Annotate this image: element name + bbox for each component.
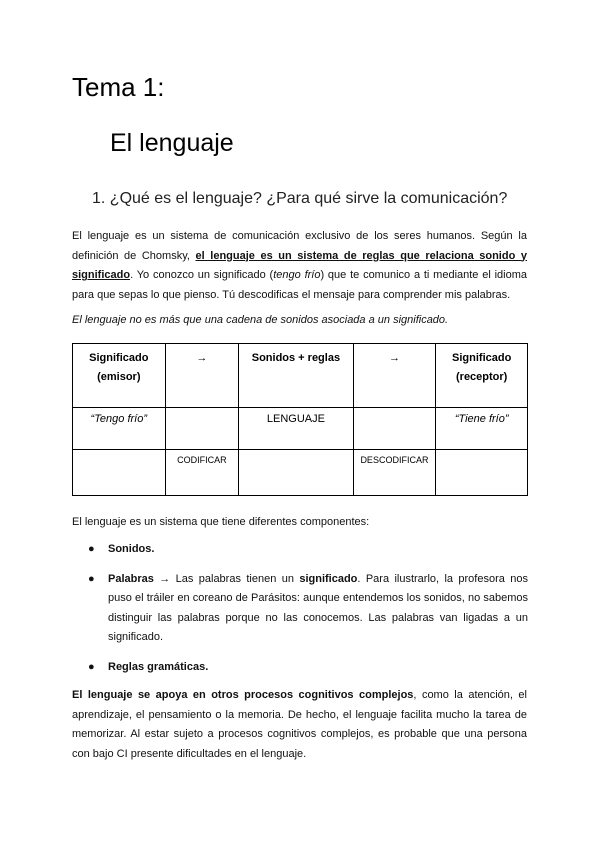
page-title: Tema 1: <box>72 72 165 102</box>
document-subtitle: El lenguaje <box>110 129 234 157</box>
section-heading: 1. ¿Qué es el lenguaje? ¿Para qué sirve la comunicación? <box>92 190 508 207</box>
table-cell: Sonidos + reglas <box>239 344 353 408</box>
table-cell: “Tengo frío” <box>73 408 166 450</box>
cognitive-paragraph <box>72 686 527 764</box>
bullet-icon: ● <box>88 572 95 585</box>
table-cell <box>353 408 436 450</box>
italic-quote: El lenguaje no es más que una cadena de sonidos asociada a un significado. <box>72 314 449 326</box>
component-grammar: Reglas gramáticas. <box>108 660 209 673</box>
table-cell: Significado (receptor) <box>436 344 528 408</box>
list-item <box>72 658 528 678</box>
communication-table <box>72 343 528 496</box>
intro-italic: tengo frío <box>273 269 321 281</box>
table-row <box>73 408 528 450</box>
intro-text-c: ) que te comunico a ti mediante el idioma para que sepas lo que pienso. Tú descodificas el mensaje para comprender mis palabras. <box>72 269 527 301</box>
table-cell: Significado (emisor) <box>73 344 166 408</box>
component-sounds: Sonidos. <box>108 543 155 555</box>
intro-text-a: El lenguaje es un sistema de comunicación exclusivo de los seres humanos. Según la definición de Chomsky, <box>72 230 527 262</box>
intro-text-b: . Yo conozco un significado ( <box>130 269 274 281</box>
cognitive-rest: , como la atención, el aprendizaje, el pensamiento o la memoria. De hecho, el lenguaje facilita mucho la tarea de memorizar. Al estar sujeto a procesos cognitivos complejos, es probable que una persona con bajo CI presente dificultades en el lenguaje. <box>72 689 527 760</box>
bullet-icon: ● <box>88 660 95 673</box>
table-cell: “Tiene frío” <box>436 408 528 450</box>
cognitive-bold: El lenguaje se apoya en otros procesos cognitivos complejos <box>72 689 414 701</box>
intro-paragraph <box>72 227 527 305</box>
table-cell <box>165 408 239 450</box>
components-intro: El lenguaje es un sistema que tiene diferentes componentes: <box>72 516 370 528</box>
table-row <box>73 344 528 408</box>
words-description: . Para ilustrarlo, la profesora nos puso el tráiler en coreano de Parásitos: aunque entendemos los sonidos, no sabemos distinguir las palabras porque no las conocemos. Las palabras van ligadas a un significado. <box>108 572 528 643</box>
words-arrow-text: → Las palabras tienen un <box>153 572 300 585</box>
table-cell: → <box>165 344 239 408</box>
component-words: Palabras <box>108 572 154 585</box>
table-cell: → <box>353 344 436 408</box>
words-meaning: significado <box>299 572 358 585</box>
components-list <box>72 540 528 677</box>
table-cell: LENGUAJE <box>239 408 353 450</box>
chomsky-definition: el lenguaje es un sistema de reglas que relaciona sonido y significado <box>72 249 527 281</box>
table-cell <box>239 450 353 496</box>
bullet-icon: ● <box>88 543 95 555</box>
table-cell <box>436 450 528 496</box>
list-item <box>72 540 528 560</box>
table-cell: DESCODIFICAR <box>353 450 436 496</box>
table-row <box>73 450 528 496</box>
list-item <box>72 570 528 648</box>
table-cell: CODIFICAR <box>165 450 239 496</box>
table-cell <box>73 450 166 496</box>
